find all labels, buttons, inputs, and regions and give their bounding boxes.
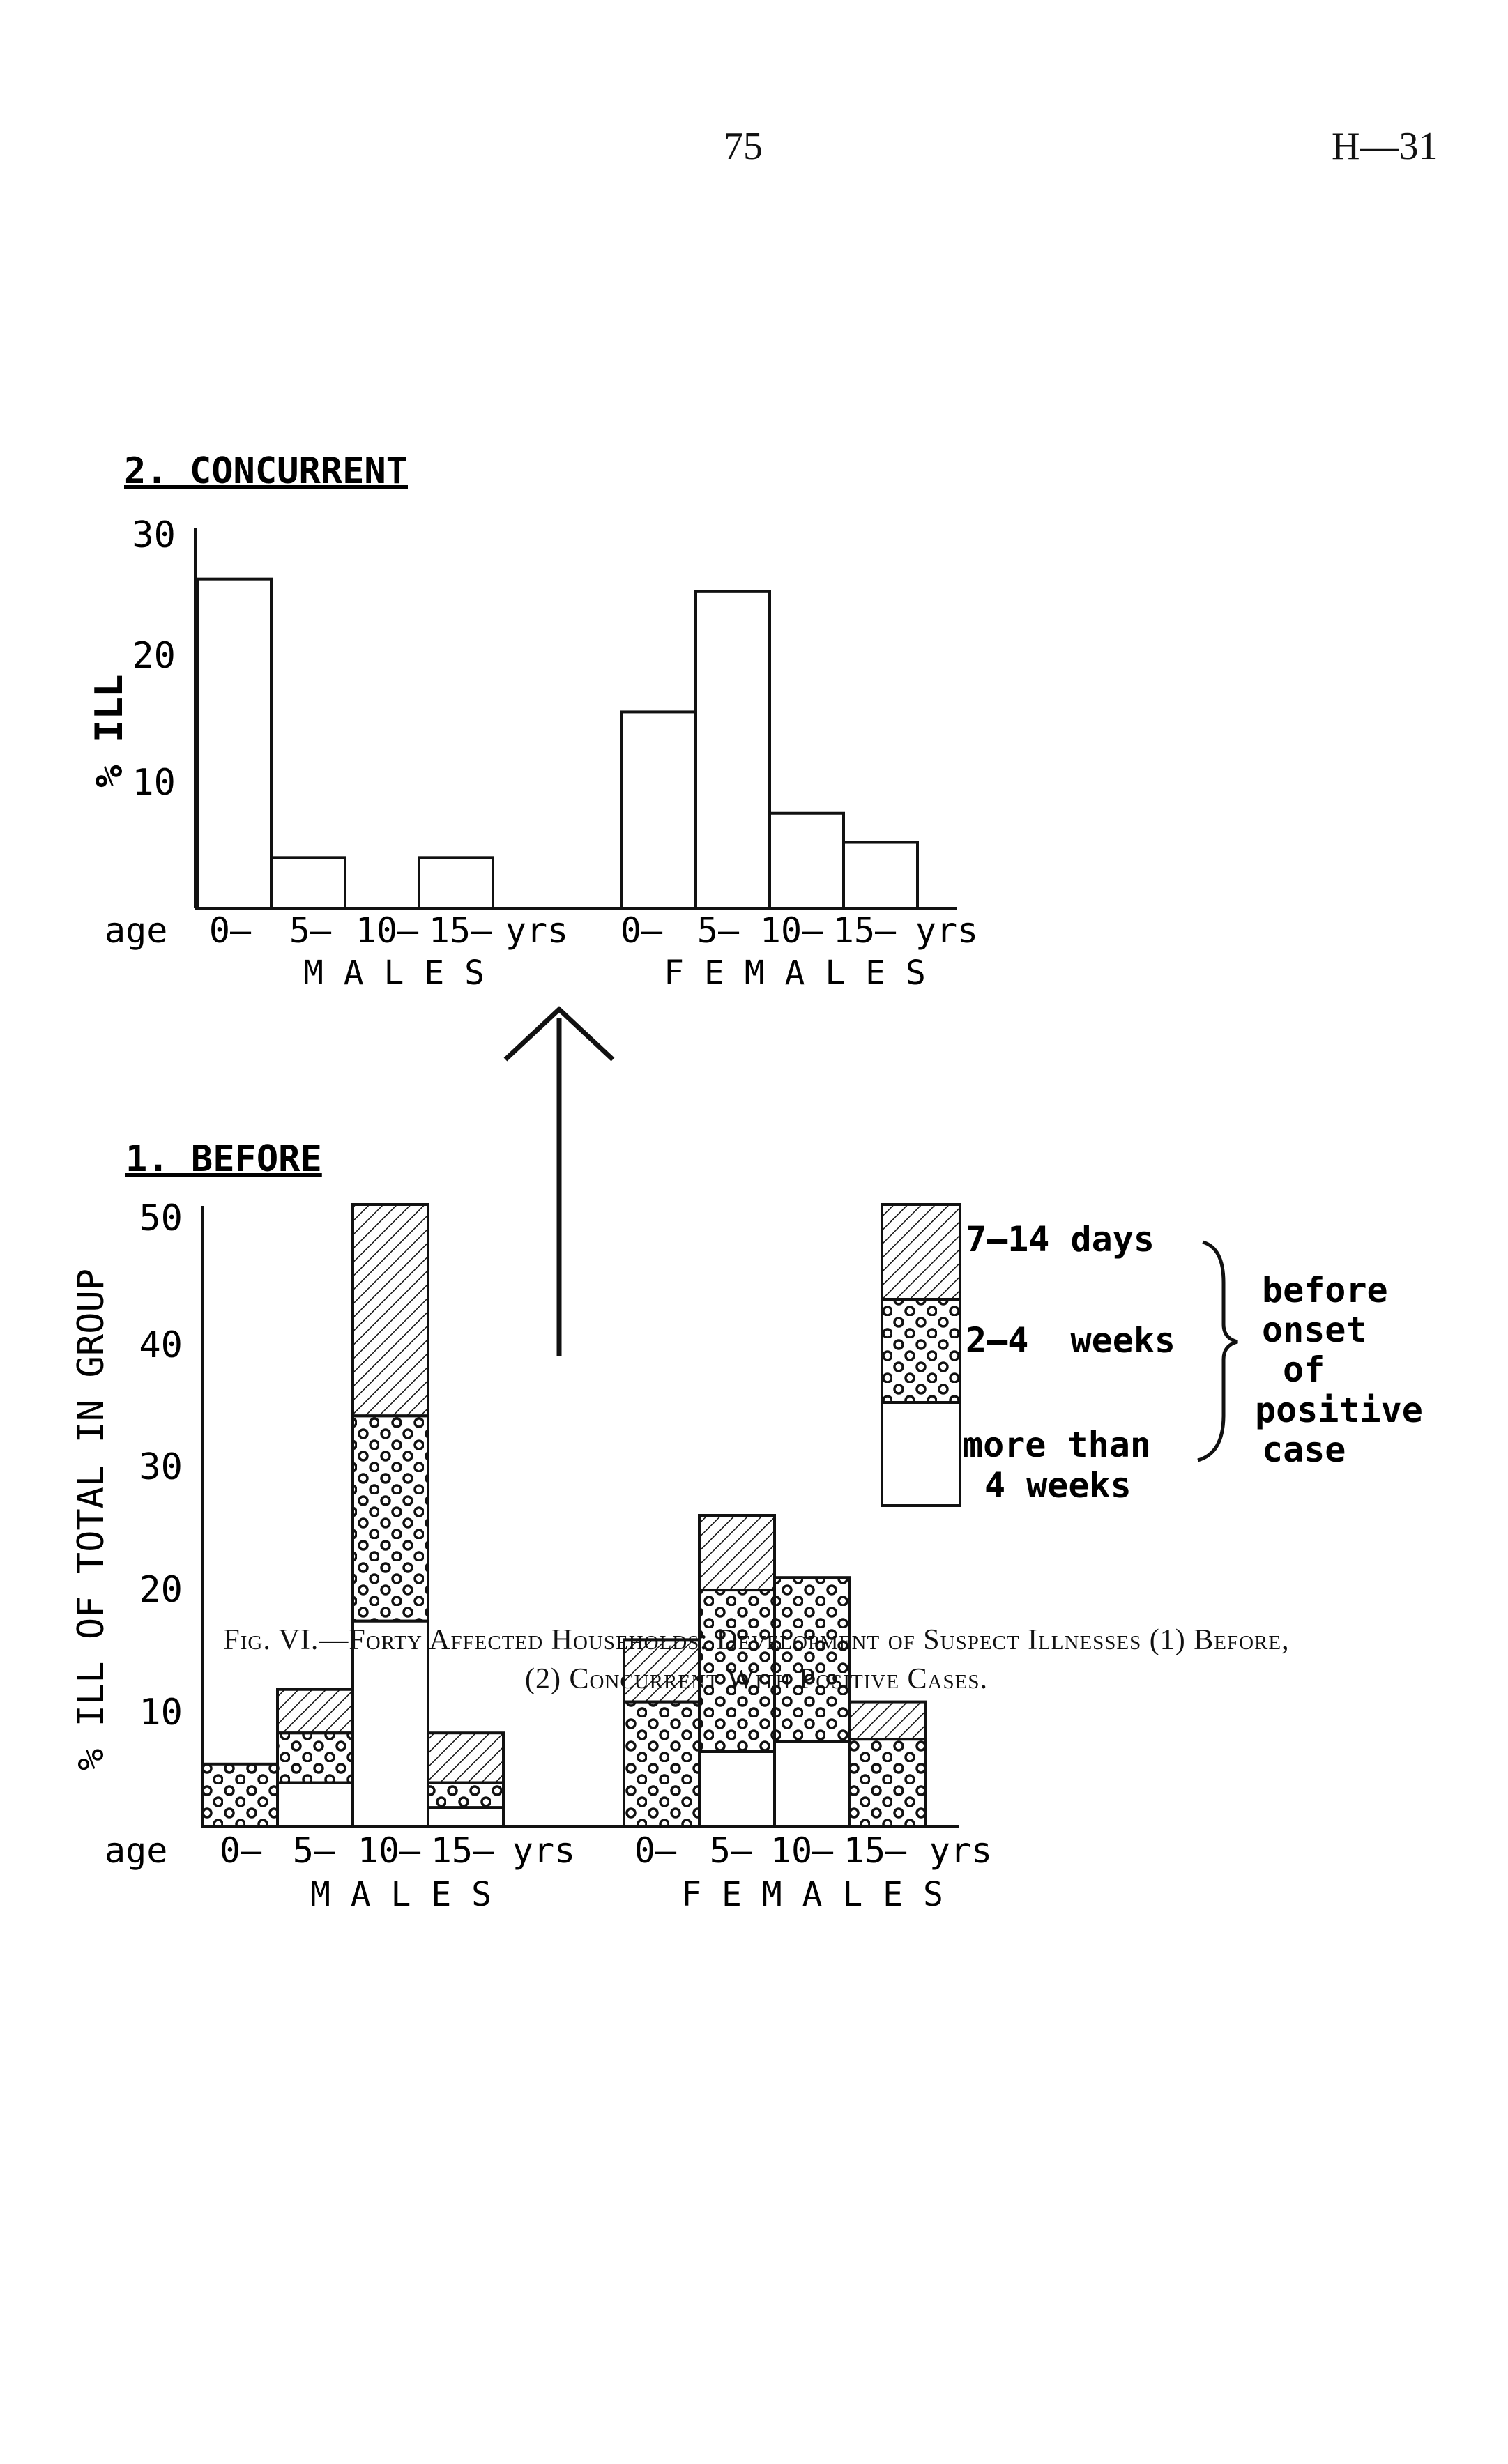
chart1-ytick-30: 30 (139, 1446, 183, 1488)
chart1-bar-males-1-plain (277, 1783, 353, 1826)
chart1-category-label: yrs (929, 1830, 993, 1871)
legend-brace (1198, 1242, 1237, 1460)
chart1-category-label: 5– (292, 1830, 335, 1871)
chart1-category-label: 15– (430, 1830, 494, 1871)
chart1-bar-females-3-circles (850, 1739, 925, 1826)
page-number: 75 (724, 125, 763, 168)
chart2-bar-males-1 (271, 857, 345, 908)
chart1-category-label: 15– (843, 1830, 907, 1871)
legend-label-weeks: 2–4 weeks (966, 1320, 1176, 1361)
legend-swatch-circles (882, 1299, 960, 1402)
bracket-label-positive: positive (1255, 1390, 1423, 1430)
chart2-ylabel: % ILL (87, 674, 131, 788)
chart1-category-label: 10– (770, 1830, 834, 1871)
chart2-bar-females-3 (844, 843, 917, 908)
chart2-category-label: 5– (289, 910, 332, 951)
page-reference: H—31 (1332, 125, 1438, 168)
bracket-label-onset: onset (1262, 1310, 1367, 1350)
chart2-category-label: 0– (620, 910, 663, 951)
chart1-bar-females-1-hatched (699, 1515, 775, 1590)
chart2-title: 2. CONCURRENT (124, 450, 408, 492)
chart1-ytick-50: 50 (139, 1197, 183, 1239)
chart1-bar-males-3-circles (428, 1783, 503, 1808)
chart1-title: 1. BEFORE (125, 1138, 322, 1180)
chart1-ytick-10: 10 (139, 1692, 183, 1734)
chart1-bar-males-2-hatched (353, 1204, 428, 1416)
bracket-label-of: of (1283, 1349, 1325, 1390)
chart1-females-label: F E M A L E S (681, 1875, 943, 1914)
caption-line-2: (2) Concurrent With Positive Cases. (525, 1663, 988, 1695)
chart2-bar-males-3 (419, 857, 493, 908)
chart2-category-label: 15– (832, 910, 897, 951)
bracket-label-case: case (1262, 1430, 1346, 1470)
chart1-category-labels (220, 1830, 992, 1871)
chart2-females-label: F E M A L E S (664, 954, 926, 993)
legend-label-4-weeks: 4 weeks (984, 1465, 1132, 1506)
chart1-bar-males-2-circles (353, 1416, 428, 1621)
chart1-bar-males-1-circles (277, 1733, 353, 1782)
chart1-category-label: 10– (357, 1830, 421, 1871)
chart1-age-label: age (105, 1830, 168, 1871)
chart1-category-label: 0– (634, 1830, 677, 1871)
chart1-bar-females-3-hatched (850, 1702, 925, 1740)
chart2-category-label: 10– (759, 910, 823, 951)
chart1-category-label: 5– (709, 1830, 752, 1871)
chart2-age-label: age (105, 910, 168, 951)
legend-swatch-hatched (882, 1204, 960, 1299)
caption-line-1: Fig. VI.—Forty Affected Households: Development of Suspect Illnesses (1) Before, (223, 1624, 1290, 1656)
chart2-males-label: M A L E S (303, 954, 485, 993)
chart1-bars (202, 1204, 925, 1826)
chart2-ytick-20: 20 (132, 635, 176, 677)
chart1-category-label: yrs (512, 1830, 576, 1871)
chart2-category-label: 15– (428, 910, 492, 951)
chart1-bar-males-3-hatched (428, 1733, 503, 1782)
chart1-bar-males-0-circles (202, 1764, 277, 1826)
chart2-category-label: 5– (696, 910, 740, 951)
legend-label-more-than: more than (962, 1425, 1151, 1465)
chart1-bar-females-0-circles (624, 1702, 699, 1826)
chart2-bar-females-2 (770, 813, 844, 908)
chart2-category-label: yrs (505, 910, 569, 951)
legend-label-days: 7–14 days (966, 1219, 1155, 1260)
chart1-ytick-40: 40 (139, 1324, 183, 1366)
chart2-bar-females-1 (696, 592, 770, 908)
chart1-bar-females-2-plain (775, 1742, 850, 1826)
chart2-category-label: yrs (915, 910, 979, 951)
bracket-label-before: before (1262, 1270, 1388, 1310)
chart2-bars (197, 579, 917, 908)
chart2-category-labels (209, 910, 978, 951)
chart1-bar-females-1-plain (699, 1752, 775, 1826)
chart2-category-label: 0– (208, 910, 252, 951)
chart2-ytick-10: 10 (132, 762, 176, 804)
chart2-ytick-30: 30 (132, 514, 176, 556)
chart1-ylabel: % ILL OF TOTAL IN GROUP (70, 1268, 112, 1770)
chart2-category-label: 10– (355, 910, 419, 951)
chart2-bar-males-0 (197, 579, 271, 908)
figure-caption (63, 1621, 1450, 1699)
legend (882, 1204, 1423, 1506)
chart1-ytick-20: 20 (139, 1569, 183, 1611)
chart1-males-label: M A L E S (310, 1875, 492, 1914)
chart1-category-label: 0– (219, 1830, 262, 1871)
chart2-bar-females-0 (622, 712, 696, 908)
legend-swatch-plain (882, 1402, 960, 1506)
chart1-bar-males-3-plain (428, 1807, 503, 1826)
